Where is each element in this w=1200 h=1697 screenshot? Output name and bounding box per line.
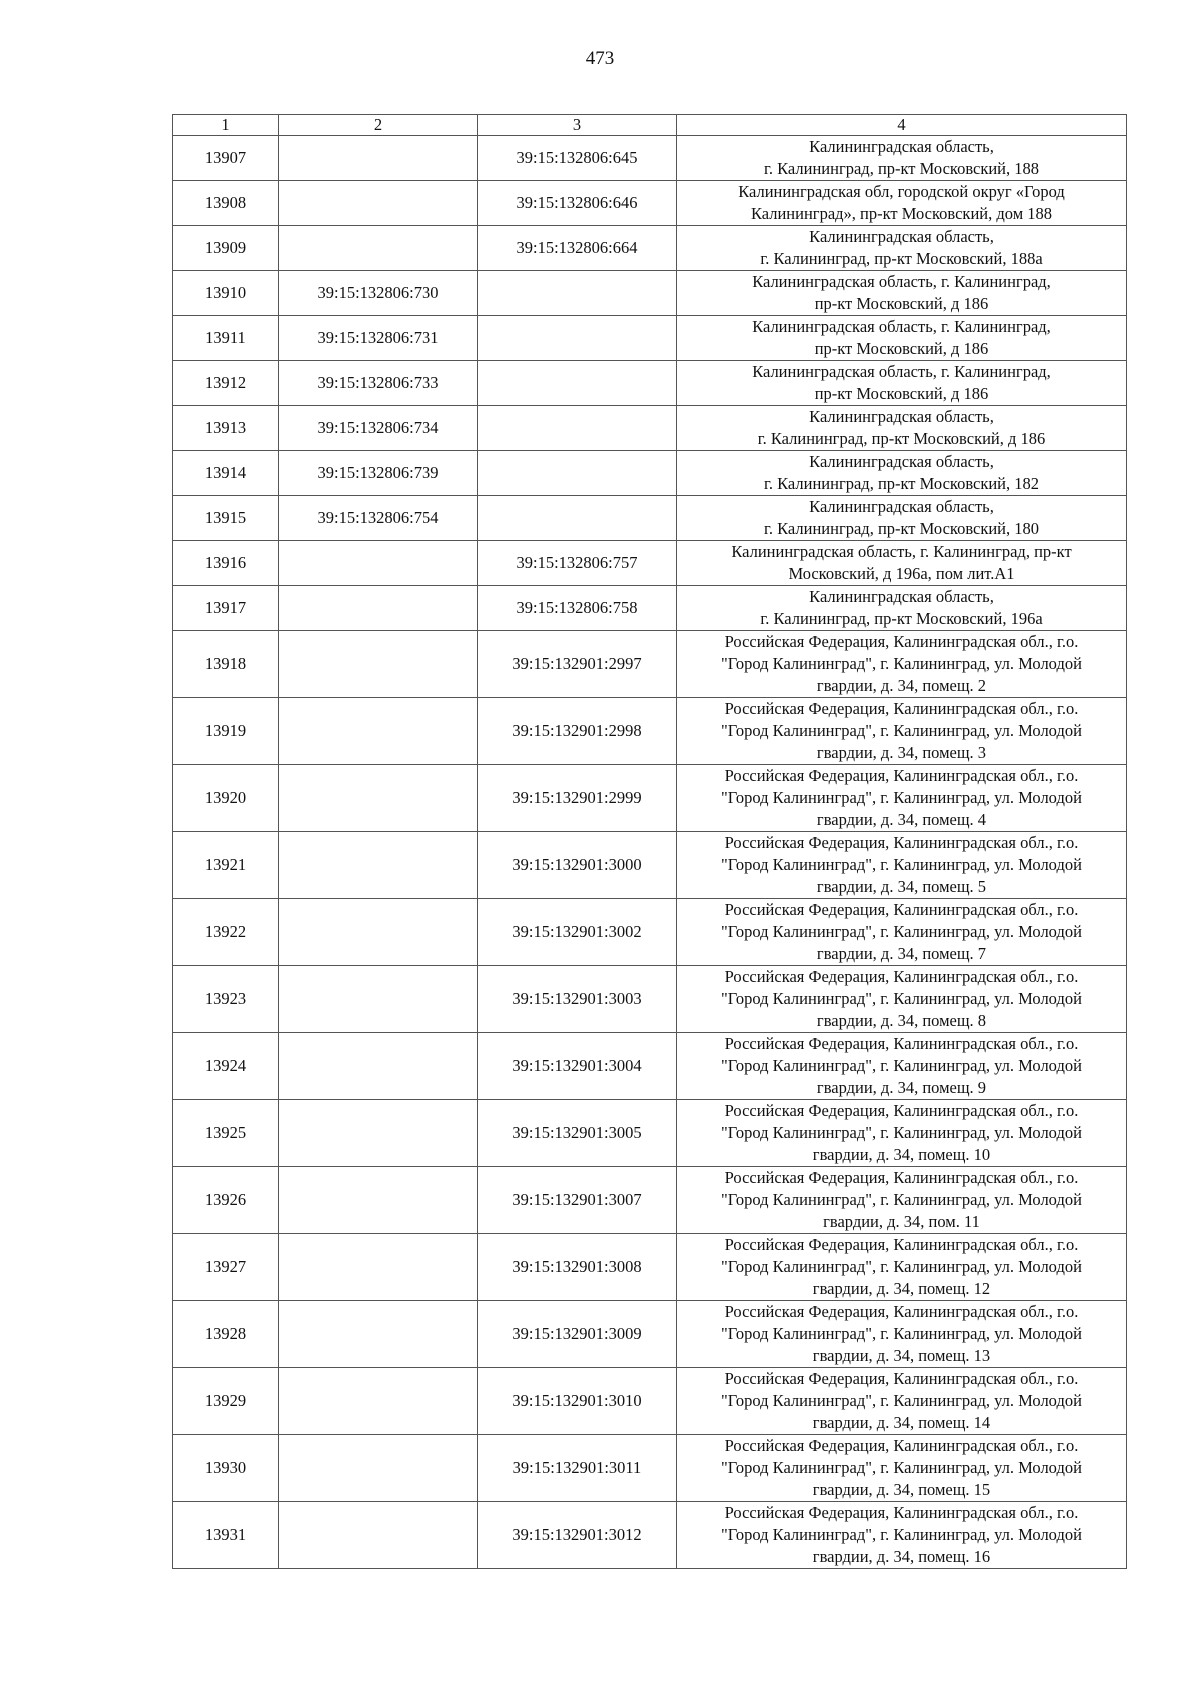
row-number-cell: 13926 <box>173 1167 279 1234</box>
cadastral-number-cell <box>478 271 677 316</box>
address-line: "Город Калининград", г. Калининград, ул. Молодой <box>721 1056 1082 1075</box>
cadastral-number-cell: 39:15:132901:3005 <box>478 1100 677 1167</box>
address-line: Калининградская область, <box>809 497 994 516</box>
row-number-cell: 13927 <box>173 1234 279 1301</box>
table-row <box>173 1301 1127 1368</box>
address-line: гвардии, д. 34, помещ. 5 <box>816 877 987 896</box>
row-number-cell: 13917 <box>173 586 279 631</box>
address-line: "Город Калининград", г. Калининград, ул. Молодой <box>721 1525 1082 1544</box>
address-line: г. Калининград, пр-кт Московский, 188а <box>760 249 1043 268</box>
cadastral-number-cell: 39:15:132901:3008 <box>478 1234 677 1301</box>
cadastral-number-cell <box>279 1301 478 1368</box>
table-row <box>173 1033 1127 1100</box>
address-line: гвардии, д. 34, помещ. 14 <box>812 1413 991 1432</box>
row-number-cell: 13915 <box>173 496 279 541</box>
cadastral-number-cell <box>279 899 478 966</box>
address-line: "Город Калининград", г. Калининград, ул. Молодой <box>721 855 1082 874</box>
cadastral-number-cell <box>279 541 478 586</box>
address-cell <box>677 406 1127 451</box>
table-row <box>173 181 1127 226</box>
table-row <box>173 586 1127 631</box>
cadastral-number-cell <box>279 631 478 698</box>
address-line: Калининградская область, г. Калининград, пр-кт <box>731 542 1072 561</box>
table-row <box>173 1502 1127 1569</box>
cadastral-number-cell: 39:15:132901:3002 <box>478 899 677 966</box>
address-cell <box>677 1368 1127 1435</box>
table-row <box>173 1234 1127 1301</box>
address-cell <box>677 1033 1127 1100</box>
address-line: "Город Калининград", г. Калининград, ул. Молодой <box>721 1123 1082 1142</box>
row-number-cell: 13921 <box>173 832 279 899</box>
address-cell <box>677 631 1127 698</box>
address-line: "Город Калининград", г. Калининград, ул. Молодой <box>721 1458 1082 1477</box>
table-header <box>173 115 1127 136</box>
address-line: Российская Федерация, Калининградская обл., г.о. <box>724 1302 1079 1321</box>
cadastral-number-cell: 39:15:132806:758 <box>478 586 677 631</box>
address-line: "Город Калининград", г. Калининград, ул. Молодой <box>721 654 1082 673</box>
address-line: гвардии, д. 34, помещ. 7 <box>816 944 987 963</box>
address-line: "Город Калининград", г. Калининград, ул. Молодой <box>721 922 1082 941</box>
address-cell <box>677 1435 1127 1502</box>
cadastral-number-cell <box>279 226 478 271</box>
address-cell <box>677 361 1127 406</box>
address-line: гвардии, д. 34, помещ. 12 <box>812 1279 991 1298</box>
address-cell <box>677 832 1127 899</box>
cadastral-number-cell <box>279 698 478 765</box>
address-line: Российская Федерация, Калининградская обл., г.о. <box>724 1101 1079 1120</box>
address-cell <box>677 1100 1127 1167</box>
address-line: гвардии, д. 34, помещ. 2 <box>816 676 987 695</box>
address-cell <box>677 181 1127 226</box>
cadastral-number-cell: 39:15:132901:3011 <box>478 1435 677 1502</box>
address-cell <box>677 586 1127 631</box>
cadastral-number-cell <box>279 1435 478 1502</box>
address-line: Калининградская область, <box>809 137 994 156</box>
address-line: Российская Федерация, Калининградская обл., г.о. <box>724 1235 1079 1254</box>
address-cell <box>677 226 1127 271</box>
registry-table <box>172 114 1127 1569</box>
address-line: Калининградская область, <box>809 407 994 426</box>
address-line: г. Калининград, пр-кт Московский, д 186 <box>757 429 1046 448</box>
address-line: Российская Федерация, Калининградская обл., г.о. <box>724 833 1079 852</box>
cadastral-number-cell <box>478 361 677 406</box>
cadastral-number-cell <box>279 136 478 181</box>
cadastral-number-cell: 39:15:132806:646 <box>478 181 677 226</box>
table-row <box>173 832 1127 899</box>
cadastral-number-cell <box>478 496 677 541</box>
row-number-cell: 13920 <box>173 765 279 832</box>
cadastral-number-cell: 39:15:132901:3012 <box>478 1502 677 1569</box>
address-cell <box>677 1502 1127 1569</box>
column-header-4: 4 <box>677 115 1127 136</box>
cadastral-number-cell: 39:15:132901:3003 <box>478 966 677 1033</box>
address-line: "Город Калининград", г. Калининград, ул. Молодой <box>721 989 1082 1008</box>
row-number-cell: 13929 <box>173 1368 279 1435</box>
cadastral-number-cell: 39:15:132806:664 <box>478 226 677 271</box>
table-row <box>173 765 1127 832</box>
row-number-cell: 13916 <box>173 541 279 586</box>
row-number-cell: 13913 <box>173 406 279 451</box>
row-number-cell: 13911 <box>173 316 279 361</box>
cadastral-number-cell: 39:15:132806:731 <box>279 316 478 361</box>
address-line: Калининградская область, <box>809 452 994 471</box>
table-row <box>173 698 1127 765</box>
row-number-cell: 13930 <box>173 1435 279 1502</box>
address-cell <box>677 316 1127 361</box>
address-line: г. Калининград, пр-кт Московский, 196а <box>760 609 1043 628</box>
cadastral-number-cell: 39:15:132901:2999 <box>478 765 677 832</box>
address-line: г. Калининград, пр-кт Московский, 188 <box>763 159 1040 178</box>
address-line: "Город Калининград", г. Калининград, ул. Молодой <box>721 788 1082 807</box>
address-line: гвардии, д. 34, помещ. 15 <box>812 1480 991 1499</box>
row-number-cell: 13914 <box>173 451 279 496</box>
address-line: Российская Федерация, Калининградская обл., г.о. <box>724 1436 1079 1455</box>
cadastral-number-cell: 39:15:132806:739 <box>279 451 478 496</box>
address-line: г. Калининград, пр-кт Московский, 182 <box>763 474 1040 493</box>
address-line: Российская Федерация, Калининградская обл., г.о. <box>724 699 1079 718</box>
address-line: Калининградская область, г. Калининград, <box>752 362 1051 381</box>
cadastral-number-cell <box>279 1100 478 1167</box>
address-line: Калининградская область, г. Калининград, <box>752 272 1051 291</box>
table-row <box>173 451 1127 496</box>
table-row <box>173 316 1127 361</box>
address-line: Российская Федерация, Калининградская обл., г.о. <box>724 766 1079 785</box>
address-cell <box>677 1301 1127 1368</box>
table-row <box>173 136 1127 181</box>
row-number-cell: 13922 <box>173 899 279 966</box>
address-cell <box>677 1167 1127 1234</box>
table-row <box>173 361 1127 406</box>
table-row <box>173 631 1127 698</box>
table-row <box>173 1435 1127 1502</box>
address-line: пр-кт Московский, д 186 <box>814 339 989 358</box>
table-row <box>173 271 1127 316</box>
address-line: Калининград», пр-кт Московский, дом 188 <box>750 204 1053 223</box>
cadastral-number-cell <box>279 966 478 1033</box>
cadastral-number-cell <box>279 586 478 631</box>
page-number: 473 <box>585 48 615 69</box>
address-cell <box>677 966 1127 1033</box>
row-number-cell: 13909 <box>173 226 279 271</box>
row-number-cell: 13918 <box>173 631 279 698</box>
row-number-cell: 13908 <box>173 181 279 226</box>
address-line: гвардии, д. 34, помещ. 10 <box>812 1145 991 1164</box>
cadastral-number-cell <box>279 1167 478 1234</box>
address-cell <box>677 451 1127 496</box>
cadastral-number-cell <box>478 406 677 451</box>
table-row <box>173 1100 1127 1167</box>
cadastral-number-cell <box>279 1368 478 1435</box>
address-line: пр-кт Московский, д 186 <box>814 384 989 403</box>
address-line: Калининградская область, <box>809 227 994 246</box>
address-line: Российская Федерация, Калининградская обл., г.о. <box>724 967 1079 986</box>
cadastral-number-cell: 39:15:132901:2997 <box>478 631 677 698</box>
address-cell <box>677 271 1127 316</box>
address-line: "Город Калининград", г. Калининград, ул. Молодой <box>721 1324 1082 1343</box>
cadastral-number-cell <box>279 181 478 226</box>
address-cell <box>677 765 1127 832</box>
cadastral-number-cell <box>478 316 677 361</box>
address-line: Калининградская обл, городской округ «Город <box>738 182 1065 201</box>
address-line: Российская Федерация, Калининградская обл., г.о. <box>724 632 1079 651</box>
cadastral-number-cell: 39:15:132901:3007 <box>478 1167 677 1234</box>
cadastral-number-cell: 39:15:132901:3009 <box>478 1301 677 1368</box>
address-line: гвардии, д. 34, помещ. 16 <box>812 1547 991 1566</box>
row-number-cell: 13928 <box>173 1301 279 1368</box>
cadastral-number-cell: 39:15:132806:645 <box>478 136 677 181</box>
address-line: "Город Калининград", г. Калининград, ул. Молодой <box>721 721 1082 740</box>
column-header-1: 1 <box>173 115 279 136</box>
cadastral-number-cell <box>279 765 478 832</box>
table-row <box>173 899 1127 966</box>
table-row <box>173 496 1127 541</box>
column-header-3: 3 <box>478 115 677 136</box>
cadastral-number-cell <box>279 832 478 899</box>
address-line: гвардии, д. 34, помещ. 9 <box>816 1078 987 1097</box>
address-cell <box>677 496 1127 541</box>
address-line: Российская Федерация, Калининградская обл., г.о. <box>724 900 1079 919</box>
address-cell <box>677 136 1127 181</box>
column-header-2: 2 <box>279 115 478 136</box>
address-line: "Город Калининград", г. Калининград, ул. Молодой <box>721 1257 1082 1276</box>
address-line: пр-кт Московский, д 186 <box>814 294 989 313</box>
cadastral-number-cell <box>279 1502 478 1569</box>
row-number-cell: 13931 <box>173 1502 279 1569</box>
address-line: гвардии, д. 34, помещ. 4 <box>816 810 987 829</box>
table-row <box>173 966 1127 1033</box>
address-line: Российская Федерация, Калининградская обл., г.о. <box>724 1168 1079 1187</box>
cadastral-number-cell <box>478 451 677 496</box>
row-number-cell: 13919 <box>173 698 279 765</box>
header-row <box>173 115 1127 136</box>
row-number-cell: 13923 <box>173 966 279 1033</box>
row-number-cell: 13907 <box>173 136 279 181</box>
address-line: Калининградская область, г. Калининград, <box>752 317 1051 336</box>
cadastral-number-cell: 39:15:132806:734 <box>279 406 478 451</box>
row-number-cell: 13924 <box>173 1033 279 1100</box>
address-line: Российская Федерация, Калининградская обл., г.о. <box>724 1369 1079 1388</box>
cadastral-number-cell: 39:15:132806:730 <box>279 271 478 316</box>
address-cell <box>677 698 1127 765</box>
address-line: гвардии, д. 34, помещ. 13 <box>812 1346 991 1365</box>
table-body <box>173 136 1127 1569</box>
cadastral-number-cell: 39:15:132901:3010 <box>478 1368 677 1435</box>
address-cell <box>677 541 1127 586</box>
address-line: гвардии, д. 34, помещ. 8 <box>816 1011 987 1030</box>
cadastral-number-cell <box>279 1033 478 1100</box>
address-line: гвардии, д. 34, помещ. 3 <box>816 743 987 762</box>
cadastral-number-cell: 39:15:132901:3000 <box>478 832 677 899</box>
row-number-cell: 13910 <box>173 271 279 316</box>
address-line: Российская Федерация, Калининградская обл., г.о. <box>724 1034 1079 1053</box>
table-row <box>173 226 1127 271</box>
table-row <box>173 541 1127 586</box>
row-number-cell: 13912 <box>173 361 279 406</box>
address-cell <box>677 1234 1127 1301</box>
address-line: гвардии, д. 34, пом. 11 <box>823 1212 980 1231</box>
address-cell <box>677 899 1127 966</box>
address-line: Калининградская область, <box>809 587 994 606</box>
cadastral-number-cell: 39:15:132806:733 <box>279 361 478 406</box>
address-line: "Город Калининград", г. Калининград, ул. Молодой <box>721 1391 1082 1410</box>
table-row <box>173 1368 1127 1435</box>
table-row <box>173 1167 1127 1234</box>
cadastral-number-cell <box>279 1234 478 1301</box>
cadastral-number-cell: 39:15:132806:757 <box>478 541 677 586</box>
address-line: "Город Калининград", г. Калининград, ул. Молодой <box>721 1190 1082 1209</box>
address-line: Московский, д 196а, пом лит.А1 <box>788 564 1015 583</box>
cadastral-number-cell: 39:15:132901:2998 <box>478 698 677 765</box>
address-line: Российская Федерация, Калининградская обл., г.о. <box>724 1503 1079 1522</box>
table-row <box>173 406 1127 451</box>
row-number-cell: 13925 <box>173 1100 279 1167</box>
address-line: г. Калининград, пр-кт Московский, 180 <box>763 519 1040 538</box>
cadastral-number-cell: 39:15:132901:3004 <box>478 1033 677 1100</box>
cadastral-number-cell: 39:15:132806:754 <box>279 496 478 541</box>
